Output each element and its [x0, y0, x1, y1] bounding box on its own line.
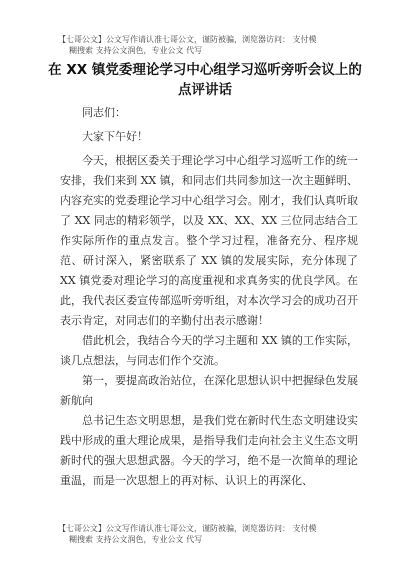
greeting: 大家下午好！ — [82, 130, 148, 143]
page-header — [58, 34, 358, 56]
paragraph-intro: 今天，根据区委关于理论学习中心组学习巡听工作的统一安排，我们来到 XX 镇，和同志们共同参加这一次主题鲜明、内容充实的党委理论学习中心组学习会。刚才，我们认真听取了 XX 同志的精彩领学，以及 XX、XX、XX 三位同志结合工作实际所作的重点发言。整个学习过程，准备充分、程序规范、研讨深入，紧密联系了 XX 镇的发展实际，充分体现了 XX 镇党委对理论学习的高度重视和求真务实的优良学风。在此，我代表区委宣传部巡听旁听组，对本次学习会的成功召开表示肯定，对同志们的辛勤付出表示感谢！ — [60, 154, 358, 327]
footer-line-1: 【七哥公文】公文写作请认准七哥公文，谨防被骗，浏览器访问： 支付模 — [58, 524, 317, 533]
section-heading-1: 第一，要提高政治站位，在深化思想认识中把握绿色发展新航向 — [60, 374, 358, 407]
header-line-1: 【七哥公文】公文写作请认准七哥公文，谨防被骗，浏览器访问： 支付模 — [58, 35, 317, 44]
salutation: 同志们： — [82, 106, 126, 119]
paragraph-section-1: 总书记生态文明思想，是我们党在新时代生态文明建设实践中形成的重大理论成果，是指导我们走向社会主义生态文明新时代的强大思想武器。今天的学习，绝不是一次简单的理论重温，而是一次思想上的再对标、认识上的再深化、 — [60, 414, 358, 487]
document-body — [60, 103, 358, 491]
footer-line-2: 糊搜索 支持公文润色，专业公文 代写 — [69, 535, 203, 544]
document-title: 在 XX 镇党委理论学习中心组学习巡听旁听会议上的点评讲话 — [48, 62, 362, 98]
header-line-2: 糊搜索 支持公文润色，专业公文 代写 — [69, 46, 203, 55]
paragraph-transition: 借此机会，我结合今天的学习主题和 XX 镇的工作实际，谈几点想法，与同志们作个交流。 — [60, 334, 358, 367]
page-footer — [58, 523, 358, 545]
